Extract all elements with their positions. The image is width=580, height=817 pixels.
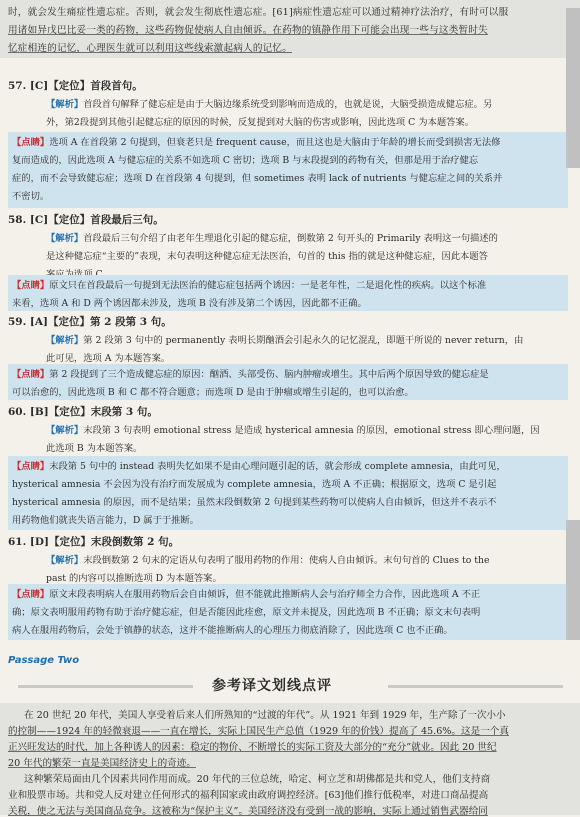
answer-title: 60. [B]【定位】末段第 3 句。: [8, 406, 158, 418]
point-line: 原文只在首段最后一句提到无法医治的健忘症包括两个诱因：一是老年性，二是退化性的疾病。以这个标准: [49, 280, 487, 291]
point-label: 【点睛】: [12, 461, 50, 472]
analysis-line: 首段最后三句介绍了由老年生理退化引起的健忘症，倒数第 2 句开头的 Primarily 表明这一句描述的: [83, 233, 498, 244]
answer-59-point: [8, 364, 568, 400]
analysis-line: 末段第 3 句表明 emotional stress 是造成 hysterical amnesia 的原因，emotional stress 即心理问题，因: [83, 425, 540, 436]
analysis-line: 首段首句解释了健忘症是由于大脑边缘系统受到影响而造成的，也就是说，大脑受损造成健忘症。另: [83, 99, 493, 110]
analysis-line: 末段倒数第 2 句末的定语从句表明了服用药物的作用：使病人自由倾诉。末句句首的 Clues to the: [83, 555, 490, 566]
point-label: 【点睛】: [12, 280, 50, 291]
analysis-line: 此可见，选项 A 为本题答案。: [46, 353, 171, 364]
analysis-line: past 的内容可以推断选项 D 为本题答案。: [46, 573, 222, 584]
translation-line: 正兴旺发达的时代，加上各种诱人的因素：稳定的物价、不断增长的实际工资及大部分的“充分”就业。因此 20 世纪: [8, 742, 497, 753]
translation-paragraph: [0, 703, 580, 815]
translation-line: 关税，使之无法与美国商品竞争。这被称为“保护主义”。美国经济没有受到一战的影响，实际上通过销售武器给同: [8, 806, 488, 817]
point-line: hysterical amnesia 不会因为没有治疗而发展成为 complete amnesia，选项 A 不正确；根据原文，选项 C 是引起: [12, 479, 497, 490]
heading-rule-left: [18, 685, 193, 688]
answer-57-point: [8, 132, 568, 208]
point-line: 选项 A 在首段第 2 句提到，但衰老只是 frequent cause，而且这也是大脑由于年龄的增长而受到损害无法修: [49, 137, 501, 148]
analysis-label: 【解析】: [46, 425, 84, 436]
answer-61-point: [8, 584, 568, 640]
point-line: 原文末段表明病人在服用药物后会自由倾诉，但不能就此推断病人会与治疗师全力合作，因此选项 A 不正: [49, 589, 481, 600]
section-heading: [0, 675, 580, 699]
analysis-line: 第 2 段第 3 句中的 permanently 表明长期酗酒会引起永久的记忆混乱，即题干所说的 never return，由: [83, 335, 524, 346]
excerpt-line: 时，就会发生痛症性遗忘症。否则，就会发生彻底性遗忘症。[61]病症性遗忘症可以通过精神疗法治疗，有时可以服: [8, 7, 509, 18]
point-line: 用药物他们就丧失语言能力，D 属于于推断。: [12, 515, 200, 526]
page-edge-shadow: [566, 520, 580, 640]
passage-label: Passage Two: [8, 655, 80, 666]
answer-title: 58. [C]【定位】首段最后三句。: [8, 214, 164, 226]
point-label: 【点睛】: [12, 369, 50, 380]
point-label: 【点睛】: [12, 589, 50, 600]
translation-line: 的控制——1924 年的轻微衰退——一直在增长，实际上国民生产总值（1929 年的价钱）提高了 45.6%。这是一个真: [8, 726, 509, 737]
point-line: 复而造成的，因此选项 A 与健忘症的关系不如选项 C 密切；选项 B 与末段提到的药物有关，但那是用于治疗健忘: [12, 155, 479, 166]
translation-line: 这种繁荣局面由几个因素共同作用而成。20 年代的三位总统，哈定、柯立芝和胡佛都是共和党人，他们支持商: [24, 774, 491, 785]
translation-line: 业和股票市场。共和党人反对建立任何形式的福利国家或由政府调控经济。[63]他们推行低税率，对进口商品提高: [8, 790, 489, 801]
point-line: 不密切。: [12, 191, 50, 202]
point-line: 可以治愈的，因此选项 B 和 C 都不符合题意；而选项 D 是由于肿瘤或增生引起的，也可以治愈。: [12, 387, 414, 398]
point-line: 病人在服用药物后，会处于镇静的状态，这并不能推断病人的心理压力彻底消除了，因此选项 C 也不正确。: [12, 625, 453, 636]
previous-translation-excerpt: [0, 0, 580, 58]
excerpt-line: 用诸如异戊巴比妥一类的药物，这些药物促使病人自由倾诉。在药物的镇静作用下可能会出现一些与这类暂时失: [8, 25, 488, 36]
analysis-line: 此选项 B 为本题答案。: [46, 443, 143, 454]
analysis-line: 是这种健忘症“主要的”表现，末句表明这种健忘症无法医治，句首的 this 指的就是这种健忘症，因此本题答: [46, 251, 488, 262]
page-edge-shadow: [566, 8, 580, 168]
analysis-line: 外，第2段提到其他引起健忘症的原因的时候，反复提到对大脑的伤害或影响，因此选项 C 为本题答案。: [46, 117, 475, 128]
passage-two: [0, 655, 580, 815]
point-line: 症的，而不会导致健忘症；选项 D 在首段第 4 句提到，但 sometimes 表明 lack of nutrients 与健忘症之间的关系并: [12, 173, 503, 184]
heading-rule-right: [388, 685, 563, 688]
analysis-label: 【解析】: [46, 335, 84, 346]
analysis-label: 【解析】: [46, 233, 84, 244]
answer-title: 61. [D]【定位】末段倒数第 2 句。: [8, 536, 180, 548]
analysis-label: 【解析】: [46, 555, 84, 566]
heading-title: 参考译文划线点评: [212, 678, 332, 694]
answer-58-point: [8, 275, 568, 311]
translation-line: 在 20 世纪 20 年代，美国人享受着后来人们所熟知的“过渡的年代”。从 1921 年到 1929 年，生产除了一次小小: [24, 710, 506, 721]
point-line: hysterical amnesia 的原因，而不是结果；虽然末段倒数第 2 句提到某些药物可以使病人自由倾诉，但这并不表示不: [12, 497, 497, 508]
answer-title: 57. [C]【定位】首段首句。: [8, 80, 143, 92]
answer-60-point: [8, 456, 568, 530]
point-line: 来看，选项 A 和 D 两个诱因都未涉及，选项 B 没有涉及第二个诱因，因此都不正确。: [12, 298, 367, 309]
answer-title: 59. [A]【定位】第 2 段第 3 句。: [8, 316, 172, 328]
excerpt-line: 忆症相连的记忆，心理医生就可以利用这些线索激起病人的记忆。: [8, 43, 293, 54]
point-line: 末段第 5 句中的 instead 表明失忆如果不是由心理问题引起的话，就会形成 complete amnesia，由此可见，: [49, 461, 506, 472]
translation-line: 20 年代的繁荣一直是美国经济史上的奇迹。: [8, 758, 196, 769]
point-line: 第 2 段提到了三个造成健忘症的原因：酗酒、头部受伤、脑内肿瘤或增生。其中后两个原因导致的健忘症是: [49, 369, 489, 380]
point-label: 【点睛】: [12, 137, 50, 148]
analysis-label: 【解析】: [46, 99, 84, 110]
point-line: 确；原文表明服用药物有助于治疗健忘症，但是否能因此痊愈，原文并未提及，因此选项 B 不正确；原文末句表明: [12, 607, 481, 618]
